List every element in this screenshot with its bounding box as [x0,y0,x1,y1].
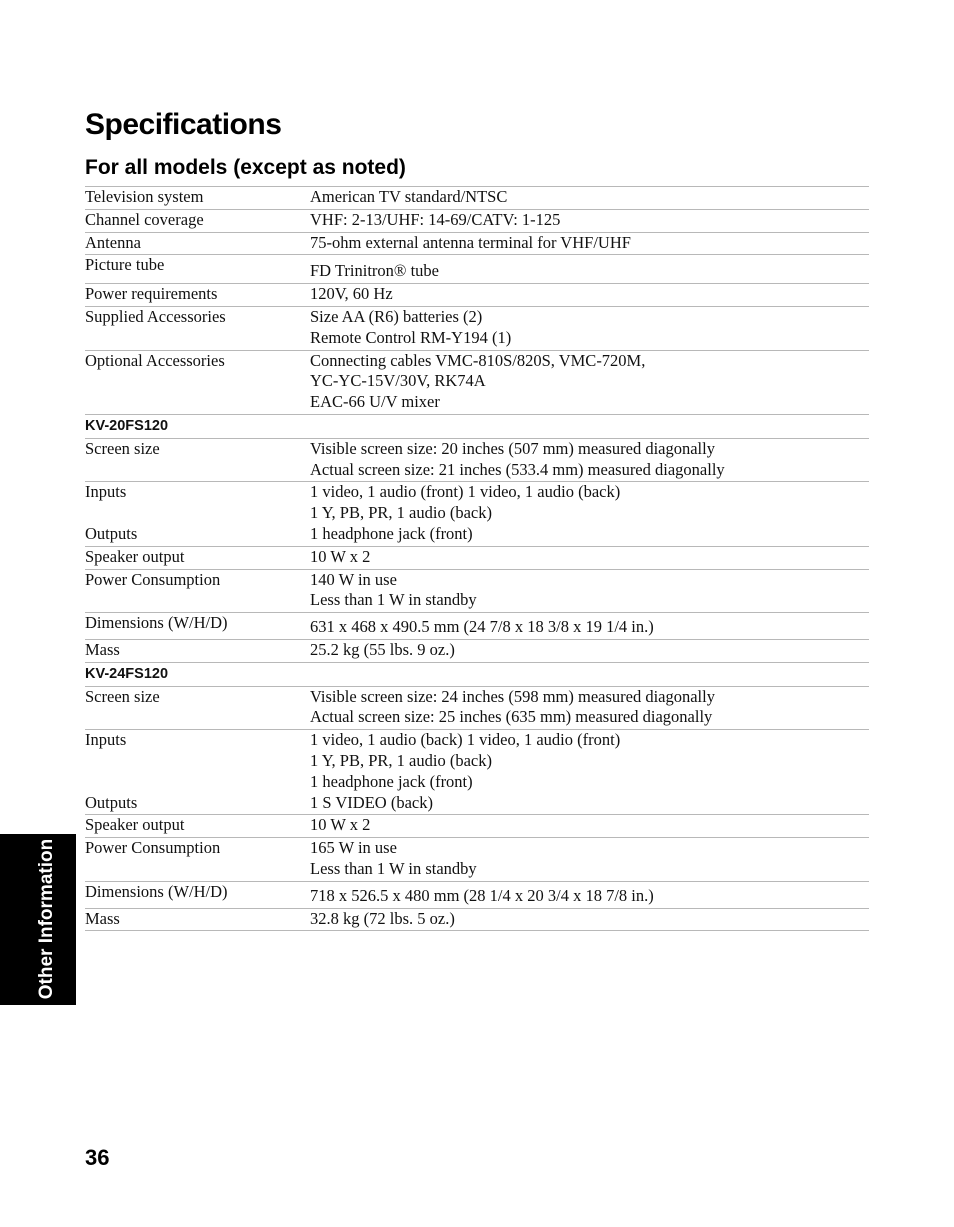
spec-label: Channel coverage [85,209,310,232]
spec-row-television-system [85,187,869,210]
spec-label-line: Outputs [85,523,138,543]
spec-value [310,438,869,482]
spec-value [310,306,869,350]
spec-value-line: 1 headphone jack (front) [310,523,473,543]
spec-value [310,613,869,640]
spec-value-line: 1 video, 1 audio (back) 1 video, 1 audio (front) [310,730,621,750]
spec-value-line: 631 x 468 x 490.5 mm (24 7/8 x 18 3/8 x 19 1/4 in.) [310,617,654,637]
spec-row-power-consumption [85,569,869,613]
spec-label: Power requirements [85,284,310,307]
spec-value-line: American TV standard/NTSC [310,187,508,206]
spec-value-line: 1 video, 1 audio (front) 1 video, 1 audio (back) [310,482,621,502]
spec-label: Speaker output [85,546,310,569]
spec-value-line: VHF: 2-13/UHF: 14-69/CATV: 1-125 [310,209,561,229]
spec-label-line [85,751,310,772]
spec-label-line: Inputs [85,482,127,502]
spec-value-line: Connecting cables VMC-810S/820S, VMC-720M, [310,350,646,370]
spec-value [310,686,869,730]
spec-value-line: 165 W in use [310,838,397,858]
spec-row-screen-size [85,438,869,482]
section-subtitle: For all models (except as noted) [85,156,406,179]
spec-label: Screen size [85,686,310,730]
spec-value [310,730,869,815]
spec-label: Supplied Accessories [85,306,310,350]
side-tab-label: Other Information [36,838,57,1000]
spec-value-line: Visible screen size: 24 inches (598 mm) measured diagonally [310,686,715,706]
spec-row-power-consumption [85,838,869,882]
spec-value-line: 120V, 60 Hz [310,284,393,304]
spec-label: Television system [85,187,310,210]
model-heading: KV-24FS120 [85,662,869,686]
spec-row-channel-coverage [85,209,869,232]
spec-value-line: 1 S VIDEO (back) [310,792,433,812]
spec-value [310,838,869,882]
spec-label: Dimensions (W/H/D) [85,613,310,640]
spec-row-mass [85,639,869,662]
spec-value [310,255,869,284]
spec-label [85,482,310,546]
spec-label-line [85,772,310,793]
spec-row-power-requirements [85,284,869,307]
spec-value-line: 1 Y, PB, PR, 1 audio (back) [310,503,492,523]
spec-value-line: 75-ohm external antenna terminal for VHF/UHF [310,232,631,252]
spec-value [310,209,869,232]
spec-value-line: Visible screen size: 20 inches (507 mm) measured diagonally [310,438,715,458]
spec-row-antenna [85,232,869,255]
spec-value-line: 10 W x 2 [310,546,371,566]
spec-value-line: Remote Control RM-Y194 (1) [310,327,512,347]
spec-label: Optional Accessories [85,350,310,414]
model-heading: KV-20FS120 [85,414,869,438]
spec-value-line: Less than 1 W in standby [310,858,477,878]
spec-value-line: EAC-66 U/V mixer [310,392,440,412]
spec-value [310,815,869,838]
spec-label-line [85,503,310,524]
spec-value-line: Actual screen size: 21 inches (533.4 mm) measured diagonally [310,459,725,479]
spec-value [310,232,869,255]
spec-value-line: 140 W in use [310,569,397,589]
spec-value [310,908,869,931]
spec-row-mass [85,908,869,931]
spec-label: Power Consumption [85,569,310,613]
spec-value-line: 10 W x 2 [310,815,371,835]
spec-label: Mass [85,639,310,662]
spec-value-line: FD Trinitron® tube [310,261,439,281]
specifications-table [85,186,869,931]
spec-value [310,546,869,569]
spec-row-supplied-accessories [85,306,869,350]
page-number: 36 [85,1145,110,1170]
page-title: Specifications [85,108,282,141]
spec-value [310,350,869,414]
spec-value-line: Less than 1 W in standby [310,590,477,610]
spec-label: Dimensions (W/H/D) [85,881,310,908]
spec-value-line: 1 headphone jack (front) [310,771,473,791]
spec-value [310,187,869,210]
spec-label: Mass [85,908,310,931]
spec-value-line: Size AA (R6) batteries (2) [310,306,483,326]
spec-value [310,284,869,307]
spec-label: Power Consumption [85,838,310,882]
spec-label-line: Inputs [85,730,127,750]
model-heading-kv-20fs120 [85,414,869,438]
spec-row-picture-tube [85,255,869,284]
spec-row-dimensions [85,881,869,908]
spec-value-line: 25.2 kg (55 lbs. 9 oz.) [310,639,455,659]
spec-value-line: 718 x 526.5 x 480 mm (28 1/4 x 20 3/4 x 18 7/8 in.) [310,885,654,905]
spec-value [310,482,869,546]
spec-value [310,881,869,908]
spec-row-screen-size [85,686,869,730]
spec-row-speaker-output [85,546,869,569]
spec-value-line: 1 Y, PB, PR, 1 audio (back) [310,750,492,770]
spec-row-inputs-outputs [85,482,869,546]
spec-value-line: 32.8 kg (72 lbs. 5 oz.) [310,908,455,928]
spec-label: Screen size [85,438,310,482]
spec-row-optional-accessories [85,350,869,414]
spec-row-speaker-output [85,815,869,838]
model-heading-kv-24fs120 [85,662,869,686]
spec-value [310,639,869,662]
spec-label: Antenna [85,232,310,255]
spec-label [85,730,310,815]
spec-value [310,569,869,613]
spec-row-dimensions [85,613,869,640]
spec-label: Picture tube [85,255,310,284]
spec-label-line: Outputs [85,792,138,812]
spec-label: Speaker output [85,815,310,838]
spec-value-line: Actual screen size: 25 inches (635 mm) measured diagonally [310,707,713,727]
spec-row-inputs-outputs [85,730,869,815]
spec-value-line: YC-YC-15V/30V, RK74A [310,371,486,391]
